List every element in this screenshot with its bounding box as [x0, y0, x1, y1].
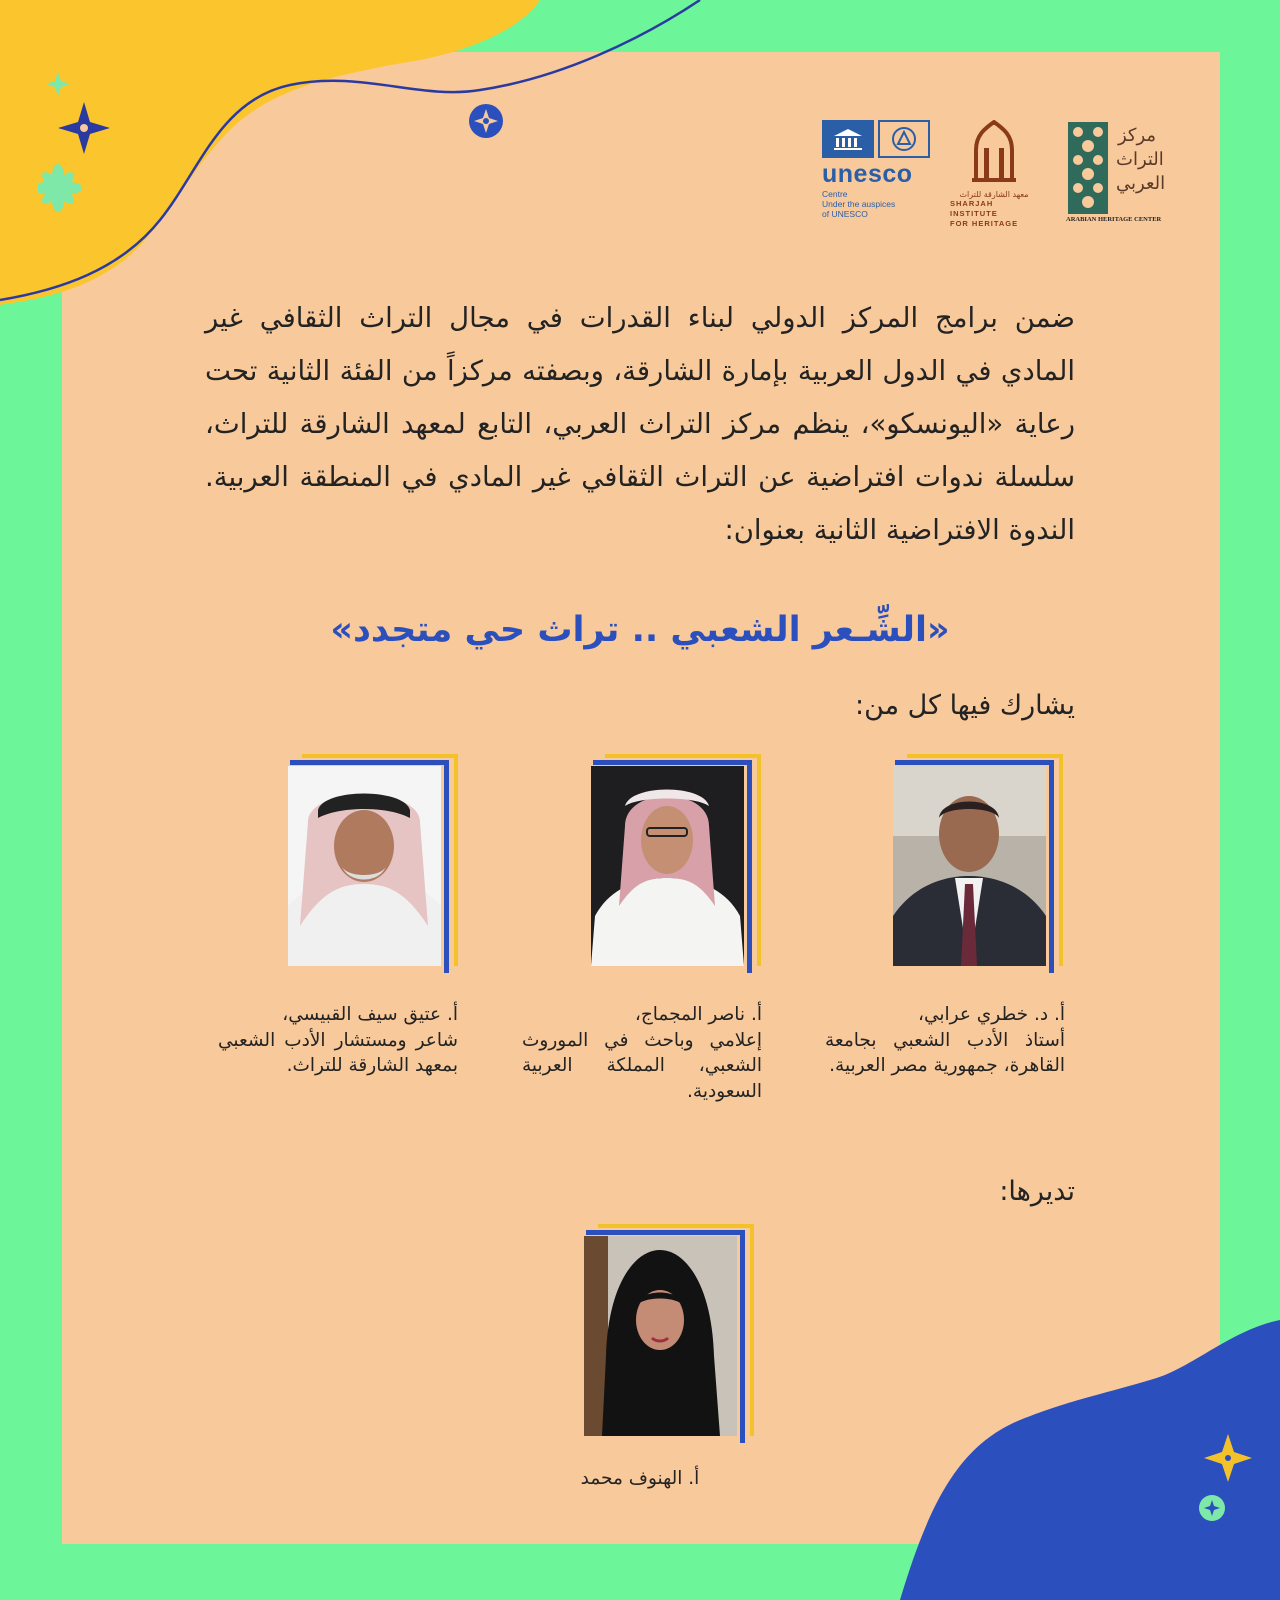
sharjah-institute-logo: [944, 120, 1044, 230]
speaker-name: أ. عتيق سيف القبيسي،: [282, 1004, 458, 1025]
arabian-heritage-center-english: ARABIAN HERITAGE CENTER: [1066, 216, 1162, 223]
person-photo-icon: [584, 1236, 737, 1436]
person-photo-icon: [288, 766, 441, 966]
star-decoration-bottom-icon: [1198, 1432, 1258, 1532]
speaker-photo-1: [893, 762, 1061, 974]
participants-label: يشارك فيها كل من:: [854, 690, 1075, 721]
speaker-description: شاعر ومستشار الأدب الشعبي بمعهد الشارقة للتراث.: [218, 1029, 458, 1076]
star-decoration-icon: [38, 64, 148, 224]
ich-emblem-icon: [878, 120, 930, 158]
seminar-title: «الشِّـعر الشعبي .. تراث حي متجدد»: [330, 610, 950, 650]
sharjah-institute-english: SHARJAH INSTITUTE: [950, 199, 998, 218]
speaker-photo-3: [288, 762, 456, 974]
intro-paragraph: ضمن برامج المركز الدولي لبناء القدرات في مجال التراث الثقافي غير المادي في الدول العربية بإمارة الشارقة، وبصفته مركزاً من الفئة الثانية تحت رعاية «اليونسكو»، ينظم مركز التراث العربي، التابع لمعهد الشارقة للتراث، سلسلة ندوات افتراضية عن التراث الثقافي غير المادي في المنطقة العربية. الندوة الافتراضية الثانية بعنوان:: [205, 302, 1075, 546]
speaker-bio-3: [218, 1002, 458, 1079]
moderator-label: تديرها:: [999, 1176, 1075, 1207]
unesco-temple-icon: [822, 120, 874, 158]
speaker-bio-1: [825, 1002, 1065, 1079]
unesco-logo: [822, 120, 932, 230]
person-photo-icon: [591, 766, 744, 966]
sharjah-institute-emblem-icon: [970, 120, 1018, 184]
speaker-description: أستاذ الأدب الشعبي بجامعة القاهرة، جمهورية مصر العربية.: [825, 1029, 1065, 1076]
arabian-heritage-center-logo: [1066, 120, 1166, 230]
moderator-photo: [584, 1232, 752, 1444]
unesco-sub-line: of UNESCO: [822, 209, 868, 219]
rosette-icon: [468, 103, 504, 139]
speaker-name: أ. د. خطري عرابي،: [917, 1004, 1065, 1025]
arabian-heritage-center-arabic: مركز التراث العربي: [1116, 125, 1166, 194]
unesco-sub-line: Under the auspices: [822, 199, 896, 209]
speaker-photo-2: [591, 762, 759, 974]
person-photo-icon: [893, 766, 1046, 966]
speaker-bio-2: [522, 1002, 762, 1104]
arabesque-pattern-icon: [1068, 122, 1108, 214]
unesco-sub-line: Centre: [822, 189, 848, 199]
speaker-description: إعلامي وباحث في الموروث الشعبي، المملكة العربية السعودية.: [522, 1029, 762, 1102]
sharjah-institute-english: FOR HERITAGE: [950, 219, 1019, 228]
moderator-name: أ. الهنوف محمد: [580, 1468, 700, 1489]
speaker-name: أ. ناصر المجماج،: [634, 1004, 762, 1025]
sharjah-institute-arabic: معهد الشارقة للتراث: [959, 190, 1029, 199]
unesco-wordmark: unesco: [822, 160, 913, 188]
